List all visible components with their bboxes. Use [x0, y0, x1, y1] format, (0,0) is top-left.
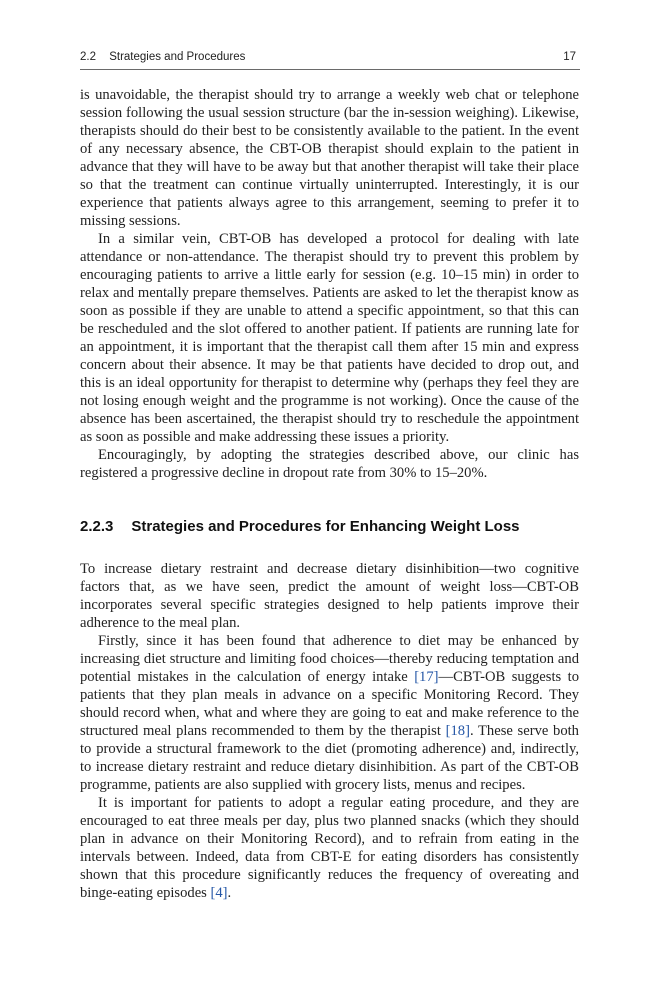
- page-number: 17: [563, 51, 576, 63]
- paragraph-4: To increase dietary restraint and decrease dietary disinhibition—two cognitive factors that, as we have seen, predict the amount of weight loss—CBT-OB incorporates several specific strategies designed to help patients improve their adherence to the meal plan.: [80, 561, 579, 631]
- section-heading-number: 2.2.3: [80, 518, 114, 535]
- running-header: [80, 51, 580, 70]
- paragraph-5-text-a: Firstly, since it has been found that adherence to diet may be enhanced by increasing diet structure and limiting food choices—thereby reducing temptation and potential mistakes in the calculation of energy intake: [80, 633, 579, 685]
- citation-link-18[interactable]: [18]: [445, 723, 470, 739]
- paragraph-1: is unavoidable, the therapist should try to arrange a weekly web chat or telephone session following the usual session structure (bar the in-session weighing). Likewise, therapists should do their best to be consistently available to the patient. In the event of any necessary absence, the CBT-OB therapist should explain to the patient in advance that they will have to be away but that another therapist will take their place so that the treatment can continue virtually uninterrupted. Interestingly, it is our experience that patients always agree to this arrangement, seeming to prefer it to missing sessions.: [80, 87, 579, 229]
- paragraph-6-text-a: It is important for patients to adopt a regular eating procedure, and they are encouraged to eat three meals per day, plus two planned snacks (which they should plan in advance on their Monitoring Record), and to refrain from eating in the intervals between. Indeed, data from CBT-E for eating disorders has consistently shown that this procedure significantly reduces the frequency of overeating and binge-eating episodes: [80, 795, 579, 901]
- paragraph-6: [80, 794, 579, 902]
- section-heading-title: Strategies and Procedures for Enhancing Weight Loss: [131, 518, 520, 535]
- header-section-title: Strategies and Procedures: [109, 51, 246, 63]
- paragraph-3: Encouragingly, by adopting the strategies described above, our clinic has registered a progressive decline in dropout rate from 30% to 15–20%.: [80, 447, 579, 481]
- paragraph-5-text-c: . These serve both to provide a structural framework to the diet (promoting adherence) and, indirectly, to increase dietary restraint and reduce dietary disinhibition. As part of the CBT-OB programme, patients are also supplied with grocery lists, menus and recipes.: [80, 723, 579, 793]
- header-section-number: 2.2: [80, 51, 96, 63]
- paragraph-5: [80, 632, 579, 794]
- paragraph-6-text-b: .: [227, 885, 232, 901]
- paragraph-2: In a similar vein, CBT-OB has developed a protocol for dealing with late attendance or non-attendance. The therapist should try to prevent this problem by encouraging patients to arrive a little early for session (e.g. 10–15 min) in order to relax and mentally prepare themselves. Patients are asked to let the therapist know as soon as possible if they are unable to attend a specific appointment, so that this can be rescheduled and the slot offered to another patient. If patients are running late for an appointment, it is important that the therapist call them after 15 min and express concern about their absence. It may be that patients have decided to drop out, and this is an ideal opportunity for therapist to determine why (perhaps they feel they are not losing enough weight and the programme is not working). Once the cause of the absence has been ascertained, the therapist should try to reschedule the appointment as soon as possible and make addressing these issues a priority.: [80, 231, 579, 445]
- page-body: [80, 86, 579, 902]
- citation-link-17[interactable]: [17]: [414, 669, 439, 685]
- citation-link-4[interactable]: [4]: [210, 885, 228, 901]
- paragraph-5-text-b: —CBT-OB suggests to patients that they plan meals in advance on a specific Monitoring Record. They should record when, what and where they are going to eat and make reference to the structured meal plans recommended to them by the therapist: [80, 669, 579, 739]
- section-heading: [80, 518, 579, 536]
